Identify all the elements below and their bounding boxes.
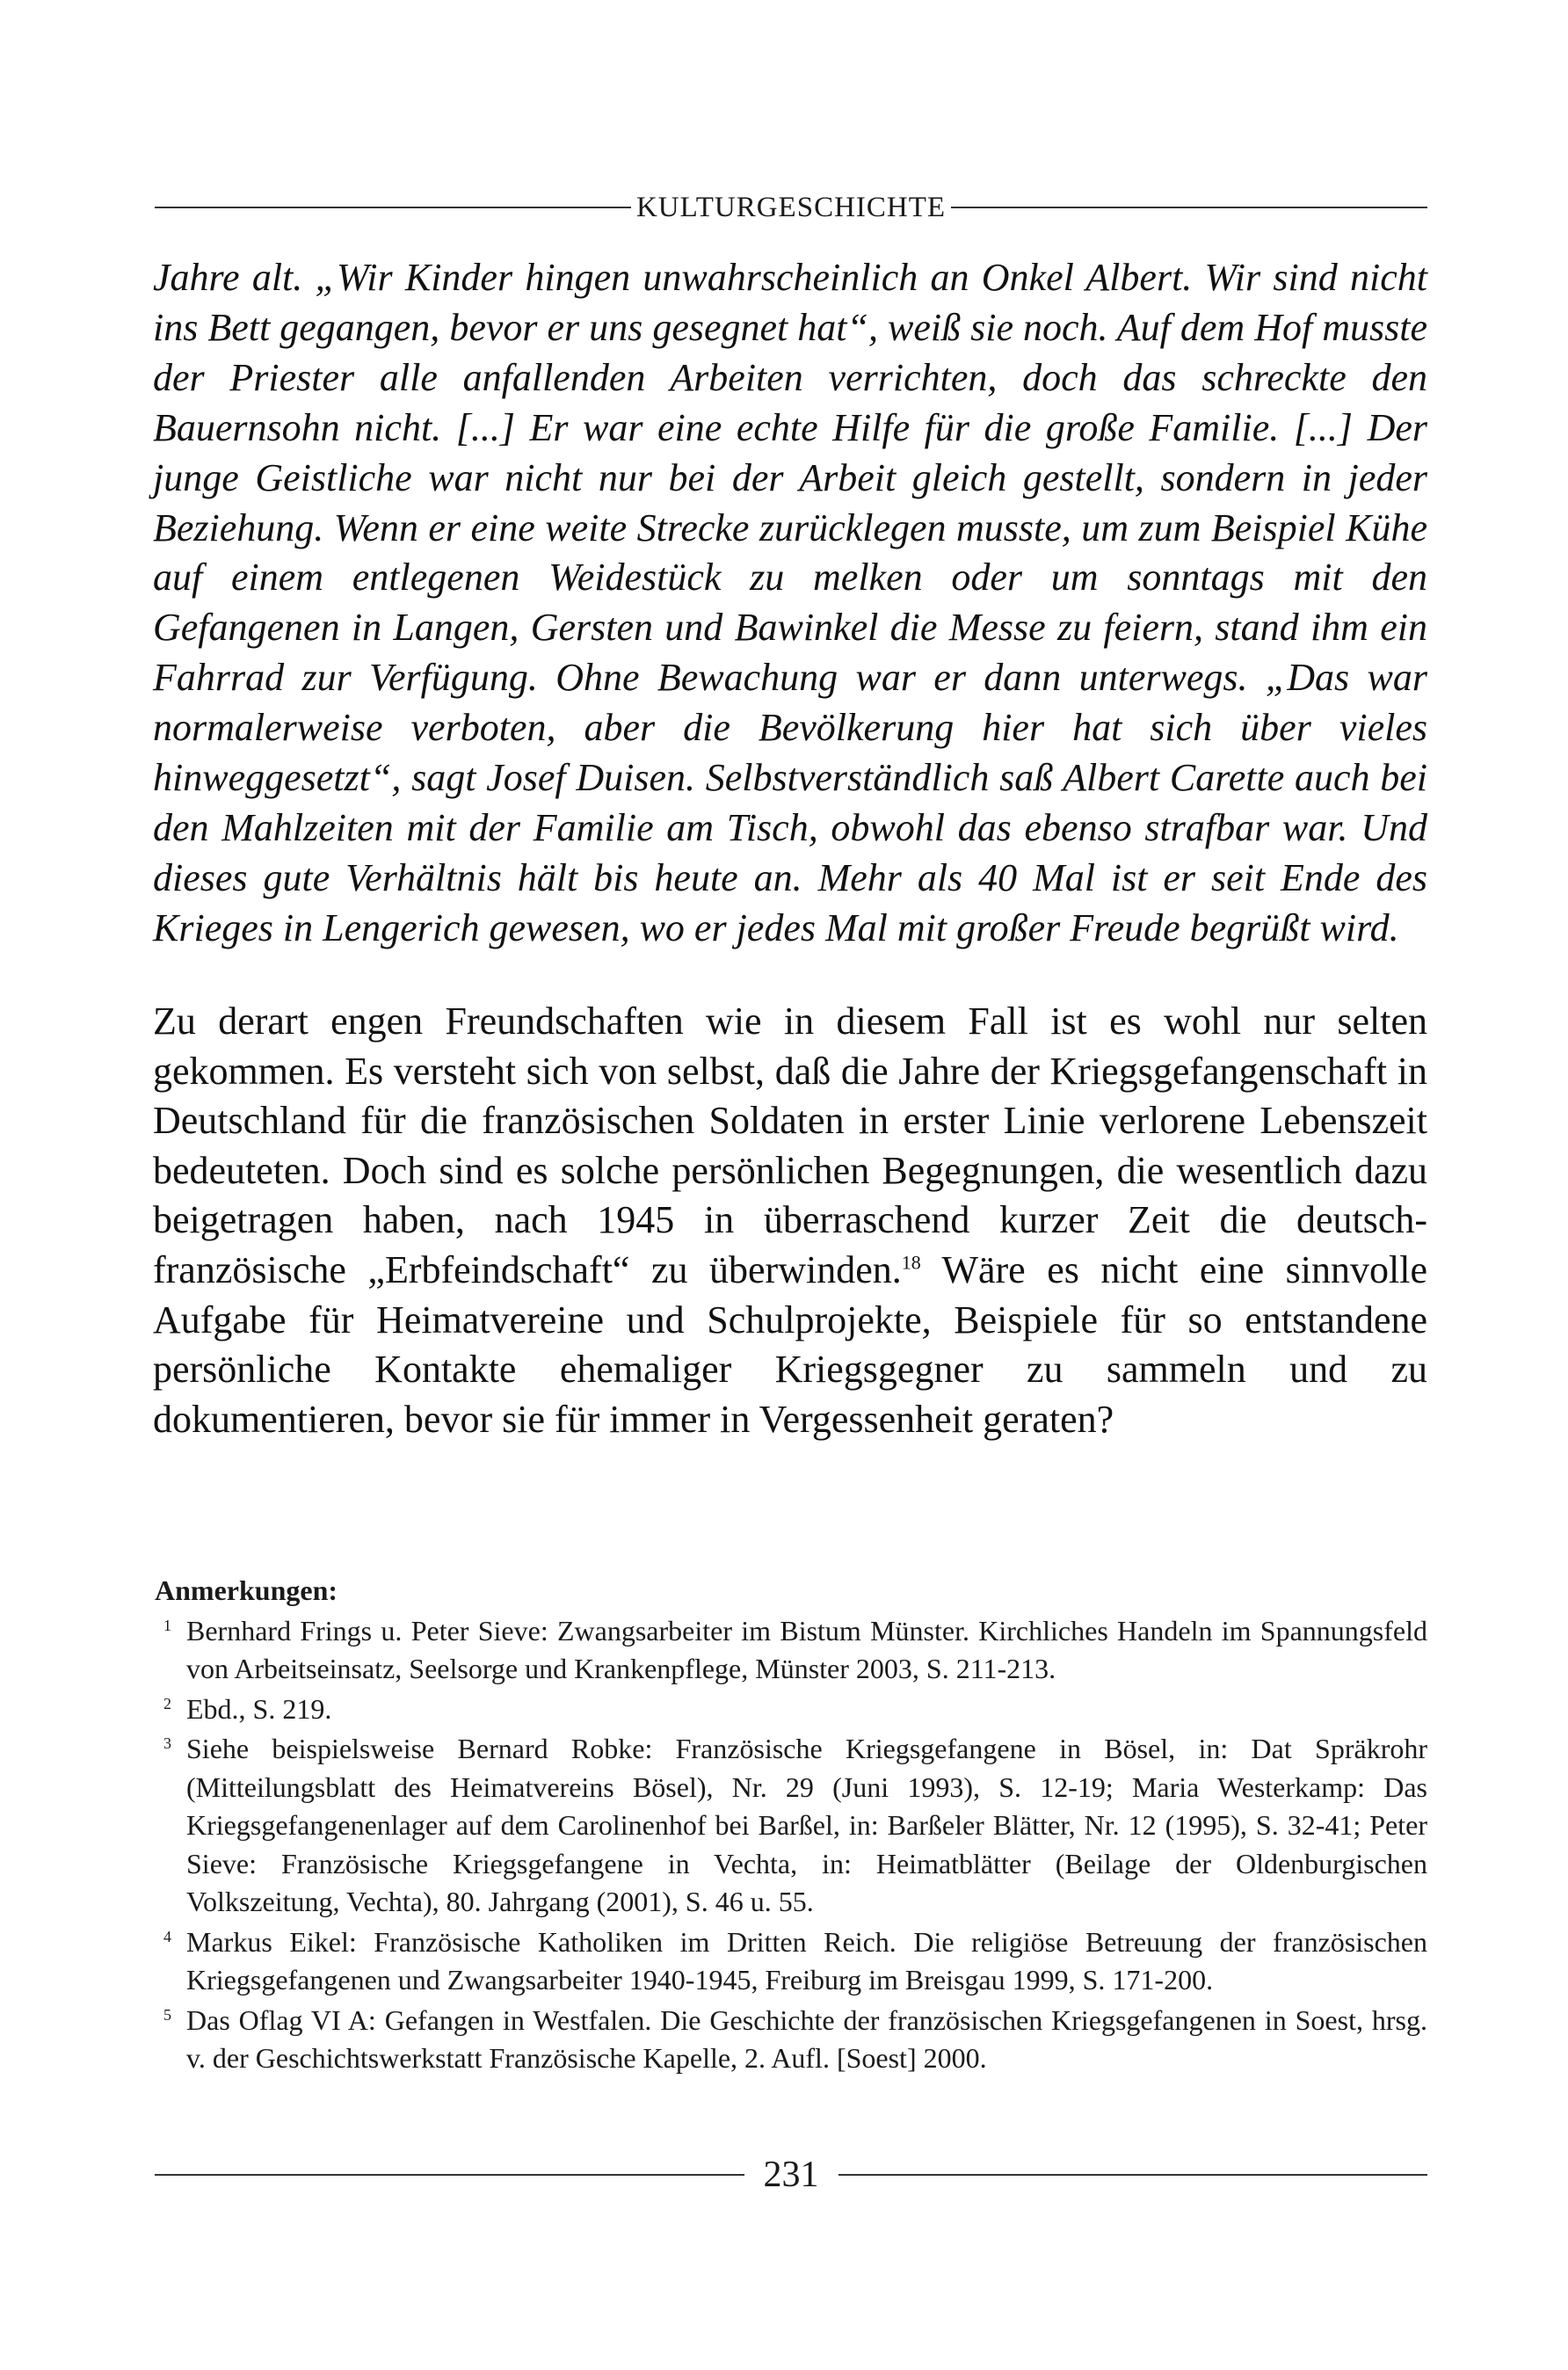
note-text: Ebd., S. 219. bbox=[186, 1692, 332, 1725]
note-item bbox=[155, 2002, 1427, 2078]
paragraph-text-part2: Wäre es nicht eine sinnvolle Aufgabe für Heimatvereine und Schulprojekte, Beispiele für so entstandene persönliche Kontakte ehemaliger Kriegsgegner zu sammeln und zu dokumentieren, bevor sie für immer in Vergessenheit geraten? bbox=[153, 1247, 1427, 1441]
notes-list bbox=[155, 1612, 1427, 2078]
note-number: 2 bbox=[163, 1694, 171, 1712]
note-item bbox=[155, 1923, 1427, 2000]
note-text: Markus Eikel: Französische Katholiken im Dritten Reich. Die religiöse Betreuung der französischen Kriegsgefangenen und Zwangsarbeiter 1940-1945, Freiburg im Breisgau 1999, S. 171-200. bbox=[186, 1925, 1427, 1996]
note-item bbox=[155, 1690, 1427, 1729]
section-title: KULTURGESCHICHTE bbox=[635, 191, 947, 223]
page-number: 231 bbox=[763, 2155, 819, 2195]
note-text: Bernhard Frings u. Peter Sieve: Zwangsarbeiter im Bistum Münster. Kirchliches Handeln im Spannungsfeld von Arbeitseinsatz, Seelsorge und Krankenpflege, Münster 2003, S. 211-213. bbox=[186, 1614, 1427, 1684]
footnote-reference: 18 bbox=[901, 1251, 921, 1274]
paragraph-text-part1: Zu derart engen Freundschaften wie in diesem Fall ist es wohl nur selten gekommen. Es versteht sich von selbst, daß die Jahre der Kriegsgefangenschaft in Deutschland für die französischen Soldaten in erster Linie verlorene Lebenszeit bedeuteten. Doch sind es solche persönlichen Begegnungen, die wesentlich dazu beigetragen haben, nach 1945 in überraschend kurzer Zeit die deutsch-französische „Erbfeindschaft“ zu überwinden. bbox=[153, 1000, 1427, 1291]
quote-paragraph: Jahre alt. „Wir Kinder hingen unwahrscheinlich an Onkel Albert. Wir sind nicht ins Bett gegangen, bevor er uns gesegnet hat“, weiß sie noch. Auf dem Hof musste der Priester alle anfallenden Arbeiten verrichten, doch das schreckte den Bauernsohn nicht. [...] Er war eine echte Hilfe für die große Familie. [...] Der junge Geistliche war nicht nur bei der Arbeit gleich gestellt, sondern in jeder Beziehung. Wenn er eine weite Strecke zurücklegen musste, um zum Beispiel Kühe auf einem entlegenen Weidestück zu melken oder um sonntags mit den Gefangenen in Langen, Gersten und Bawinkel die Messe zu feiern, stand ihm ein Fahrrad zur Verfügung. Ohne Bewachung war er dann unterwegs. „Das war normalerweise verboten, aber die Bevölkerung hier hat sich über vieles hinweggesetzt“, sagt Josef Duisen. Selbstverständlich saß Albert Carette auch bei den Mahlzeiten mit der Familie am Tisch, obwohl das ebenso strafbar war. Und dieses gute Verhältnis hält bis heute an. Mehr als 40 Mal ist er seit Ende des Krieges in Lengerich gewesen, wo er jedes Mal mit großer Freude begrüßt wird. bbox=[153, 256, 1427, 949]
notes-heading: Anmerkungen: bbox=[155, 1574, 338, 1606]
header-rule-right bbox=[951, 207, 1427, 208]
note-number: 5 bbox=[163, 2005, 171, 2024]
note-item bbox=[155, 1730, 1427, 1922]
page-footer bbox=[155, 2148, 1427, 2201]
note-number: 4 bbox=[163, 1927, 171, 1945]
note-text: Siehe beispielsweise Bernard Robke: Französische Kriegsgefangene in Bösel, in: Dat Spräkrohr (Mitteilungsblatt des Heimatvereins Bösel), Nr. 29 (Juni 1993), S. 12-19; Maria Westerkamp: Das Kriegsgefangenenlager auf dem Carolinenhof bei Barßel, in: Barßeler Blätter, Nr. 12 (1995), S. 32-41; Peter Sieve: Französische Kriegsgefangene in Vechta, in: Heimatblätter (Beilage der Oldenburgischen Volkszeitung, Vechta), 80. Jahrgang (2001), S. 46 u. 55. bbox=[186, 1733, 1427, 1917]
header-rule-left bbox=[155, 207, 631, 208]
body-paragraph bbox=[153, 997, 1427, 1444]
note-text: Das Oflag VI A: Gefangen in Westfalen. Die Geschichte der französischen Kriegsgefangenen in Soest, hrsg. v. der Geschichtswerkstatt Französische Kapelle, 2. Aufl. [Soest] 2000. bbox=[186, 2003, 1427, 2074]
note-number: 1 bbox=[163, 1616, 171, 1634]
notes-section bbox=[155, 1572, 1427, 2080]
footer-rule-left bbox=[155, 2174, 744, 2176]
footer-rule-right bbox=[838, 2174, 1428, 2176]
note-number: 3 bbox=[163, 1734, 171, 1752]
running-header bbox=[155, 188, 1427, 227]
note-item bbox=[155, 1612, 1427, 1689]
